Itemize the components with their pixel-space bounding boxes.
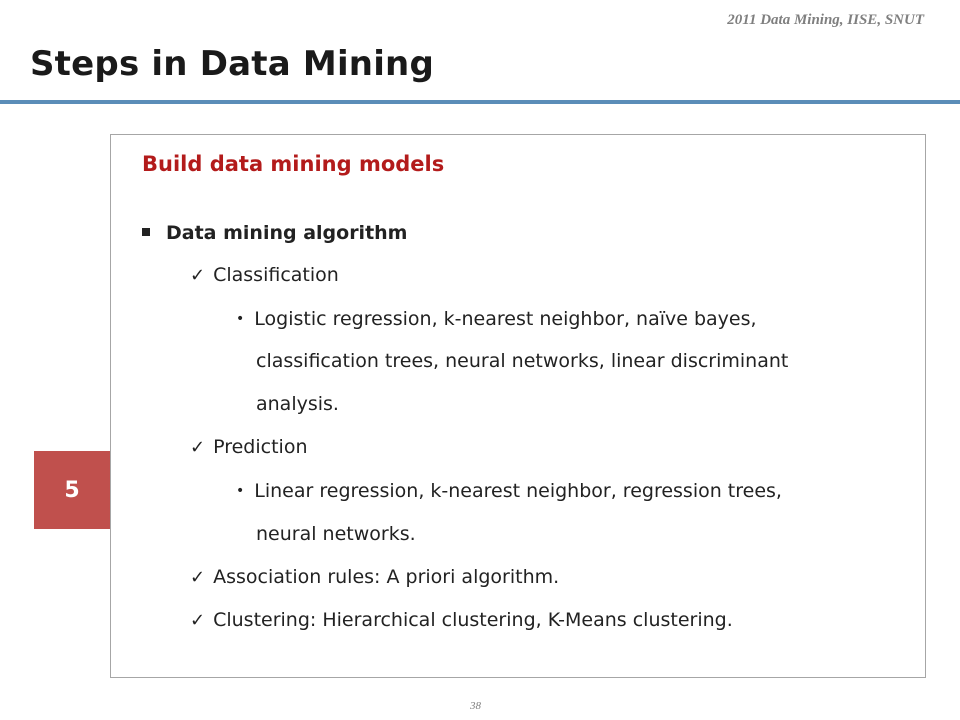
bullet-label: Clustering: Hierarchical clustering, K-Means clustering.	[213, 609, 733, 631]
bullet-prediction	[190, 436, 307, 458]
dot-bullet-icon: •	[236, 483, 245, 499]
checkmark-icon: ✓	[190, 610, 206, 631]
content-box	[110, 134, 926, 678]
course-header: 2011 Data Mining, IISE, SNUT	[727, 12, 924, 28]
checkmark-icon: ✓	[190, 265, 206, 286]
bullet-text: Logistic regression, k-nearest neighbor, naïve bayes,	[254, 308, 757, 330]
bullet-clustering	[190, 609, 733, 631]
square-bullet-icon	[142, 228, 150, 236]
dot-bullet-icon: •	[236, 311, 245, 327]
bullet-text: Linear regression, k-nearest neighbor, regression trees,	[254, 480, 782, 502]
checkmark-icon: ✓	[190, 567, 206, 588]
bullet-classification	[190, 264, 339, 286]
bullet-data-mining-algorithm	[142, 222, 407, 244]
bullet-label: Classification	[213, 264, 339, 286]
step-badge: 5	[34, 451, 110, 529]
bullet-label: Association rules: A priori algorithm.	[213, 566, 560, 588]
bullet-prediction-detail	[236, 480, 782, 502]
bullet-continuation: classification trees, neural networks, linear discriminant	[256, 350, 789, 372]
bullet-label: Data mining algorithm	[166, 222, 408, 244]
title-divider	[0, 100, 960, 104]
bullet-association-rules	[190, 566, 559, 588]
bullet-label: Prediction	[213, 436, 308, 458]
page-number: 38	[470, 700, 481, 712]
bullet-continuation: neural networks.	[256, 523, 416, 545]
bullet-continuation: analysis.	[256, 393, 339, 415]
bullet-classification-detail	[236, 308, 757, 330]
section-heading: Build data mining models	[142, 152, 445, 176]
slide-title: Steps in Data Mining	[30, 44, 434, 84]
checkmark-icon: ✓	[190, 437, 206, 458]
